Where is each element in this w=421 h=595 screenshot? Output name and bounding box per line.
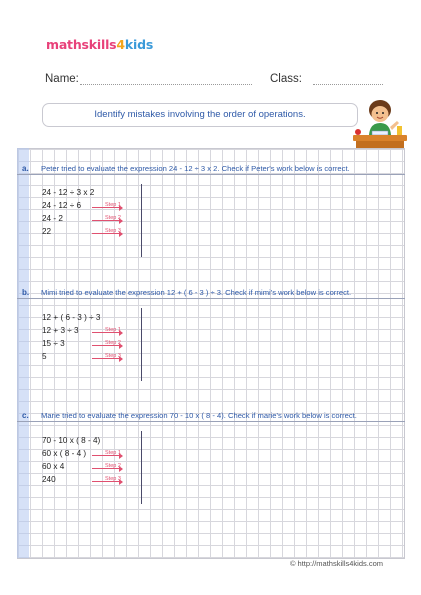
question-a-step-label: Step 1 xyxy=(105,202,121,208)
question-b-step-label: Step 2 xyxy=(105,340,121,346)
question-b-work-line: 12 + 3 ÷ 3 xyxy=(42,326,79,335)
question-b-work-line: 5 xyxy=(42,352,47,361)
question-c-answer-divider xyxy=(141,431,142,504)
logo-text-kids: kids xyxy=(124,37,154,52)
question-a-work-line: 22 xyxy=(42,227,52,236)
question-b-step-label: Step 1 xyxy=(105,327,121,333)
question-c-letter: c. xyxy=(22,411,29,420)
logo-text-4: 4 xyxy=(116,37,125,52)
question-a-work-line: 24 - 12 ÷ 6 xyxy=(42,201,82,210)
question-b-answer-divider xyxy=(141,308,142,381)
grid-margin-strip xyxy=(17,148,29,558)
question-c-work-line: 240 xyxy=(42,475,56,484)
question-a-separator xyxy=(17,174,405,175)
logo-text-math: math xyxy=(46,37,82,52)
question-b-letter: b. xyxy=(22,288,30,297)
question-c-step-label: Step 1 xyxy=(105,450,121,456)
name-field-line[interactable] xyxy=(80,84,252,85)
question-c-step-label: Step 2 xyxy=(105,463,121,469)
question-a-letter: a. xyxy=(22,164,29,173)
question-c-prompt: Marie tried to evaluate the expression 70 - 10 x ( 8 - 4). Check if marie's work below is correct. xyxy=(41,411,357,420)
question-c-work-line: 60 x ( 8 - 4 ) xyxy=(42,449,87,458)
name-label: Name: xyxy=(45,73,79,85)
class-label: Class: xyxy=(270,73,302,85)
question-a-work-line: 24 - 2 xyxy=(42,214,63,223)
question-b-work-line: 15 ÷ 3 xyxy=(42,339,65,348)
question-a-answer-divider xyxy=(141,184,142,257)
footer-copyright: © http://mathskills4kids.com xyxy=(289,559,383,568)
question-b-work-line: 12 + ( 6 - 3 ) ÷ 3 xyxy=(42,313,101,322)
question-b-separator xyxy=(17,298,405,299)
question-a-step-label: Step 2 xyxy=(105,215,121,221)
question-c-work-line: 60 x 4 xyxy=(42,462,65,471)
question-c-work-line: 70 - 10 x ( 8 - 4) xyxy=(42,436,101,445)
question-c-step-label: Step 3 xyxy=(105,476,121,482)
question-a-work-line: 24 - 12 ÷ 3 x 2 xyxy=(42,188,95,197)
site-logo xyxy=(46,37,153,52)
question-a-step-label: Step 3 xyxy=(105,228,121,234)
question-a-prompt: Peter tried to evaluate the expression 24 - 12 ÷ 3 x 2. Check if Peter's work below is correct. xyxy=(41,164,350,173)
question-b-step-label: Step 3 xyxy=(105,353,121,359)
class-field-line[interactable] xyxy=(313,84,383,85)
question-b-prompt: Mimi tried to evaluate the expression 12 + ( 6 - 3 ) ÷ 3. Check if mimi's work below is correct. xyxy=(41,288,352,297)
question-c-separator xyxy=(17,421,405,422)
logo-text-skills: skills xyxy=(81,37,117,52)
instruction-banner: Identify mistakes involving the order of operations. xyxy=(42,103,358,127)
